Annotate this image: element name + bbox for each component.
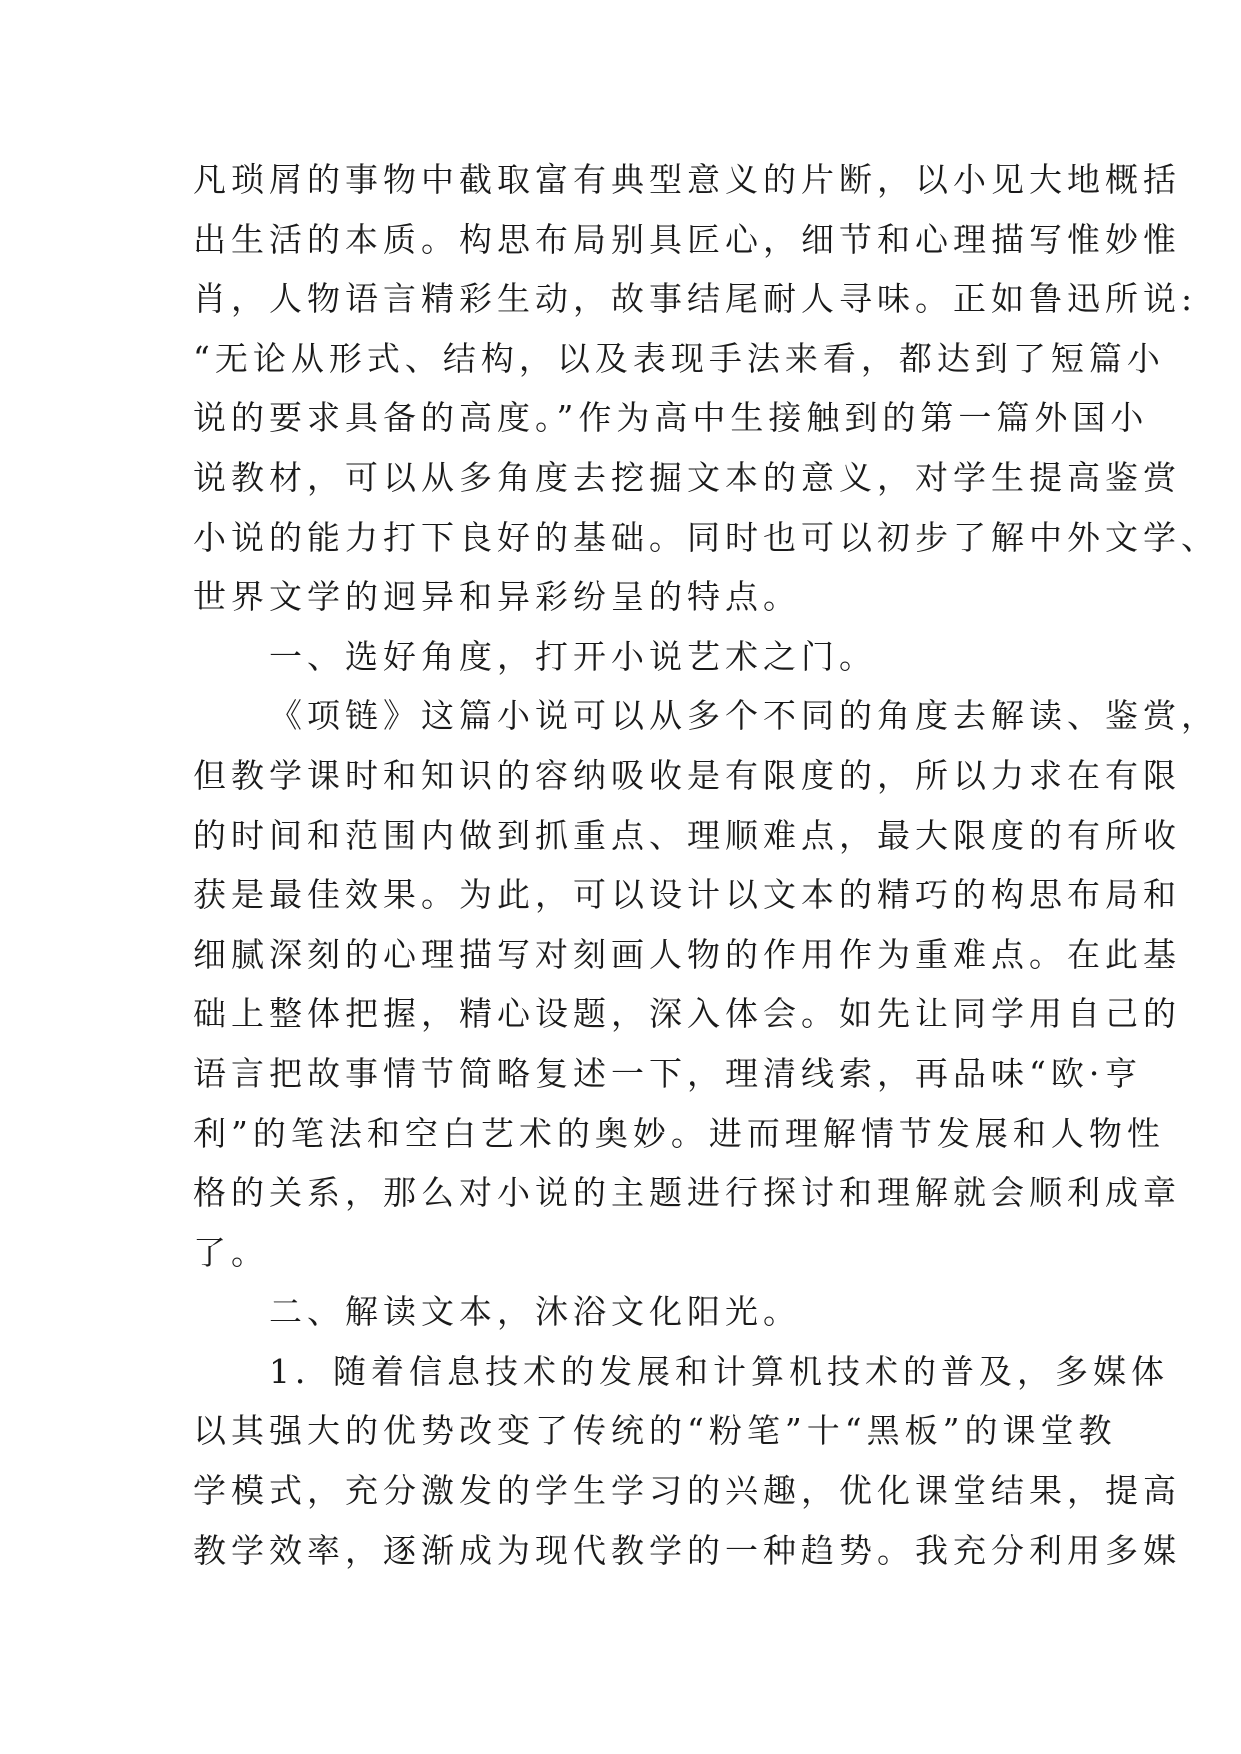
text-line: 一、选好角度，打开小说艺术之门。 (269, 636, 877, 676)
text-line: 但教学课时和知识的容纳吸收是有限度的，所以力求在有限 (193, 755, 1181, 795)
body-text (193, 150, 1219, 1580)
text-line: 以其强大的优势改变了传统的“粉笔”十“黑板”的课堂教 (193, 1411, 1117, 1451)
text-line: 学模式，充分激发的学生学习的兴趣，优化课堂结果，提高 (193, 1471, 1181, 1511)
text-line: 语言把故事情节简略复述一下，理清线索，再品味“欧·亨 (193, 1053, 1143, 1093)
text-line: “无论从形式、结构，以及表现手法来看，都达到了短篇小 (193, 338, 1165, 378)
text-line: 教学效率，逐渐成为现代教学的一种趋势。我充分利用多媒 (193, 1530, 1181, 1570)
text-line: 说教材，可以从多角度去挖掘文本的意义，对学生提高鉴赏 (193, 457, 1181, 497)
text-line: 出生活的本质。构思布局别具匠心，细节和心理描写惟妙惟 (193, 219, 1181, 259)
text-line: 获是最佳效果。为此，可以设计以文本的精巧的构思布局和 (193, 875, 1181, 915)
text-line: 凡琐屑的事物中截取富有典型意义的片断，以小见大地概括 (193, 160, 1181, 199)
text-line: 的时间和范围内做到抓重点、理顺难点，最大限度的有所收 (193, 815, 1181, 855)
text-line: 础上整体把握，精心设题，深入体会。如先让同学用自己的 (193, 994, 1181, 1034)
text-line: 细腻深刻的心理描写对刻画人物的作用作为重难点。在此基 (193, 934, 1181, 974)
text-line: 二、解读文本，沐浴文化阳光。 (269, 1292, 801, 1332)
text-line: 肖，人物语言精彩生动，故事结尾耐人寻味。正如鲁迅所说: (193, 279, 1198, 319)
text-line: 小说的能力打下良好的基础。同时也可以初步了解中外文学、 (193, 517, 1219, 557)
text-line: 了。 (193, 1232, 269, 1272)
text-line: 格的关系，那么对小说的主题进行探讨和理解就会顺利成章 (193, 1173, 1181, 1213)
text-line: 1．随着信息技术的发展和计算机技术的普及，多媒体 (269, 1351, 1169, 1391)
text-line: 利”的笔法和空白艺术的奥妙。进而理解情节发展和人物性 (193, 1113, 1165, 1153)
text-line: 说的要求具备的高度。”作为高中生接触到的第一篇外国小 (193, 398, 1149, 438)
text-line: 世界文学的迥异和异彩纷呈的特点。 (193, 577, 801, 617)
text-line: 《项链》这篇小说可以从多个不同的角度去解读、鉴赏， (269, 696, 1219, 736)
